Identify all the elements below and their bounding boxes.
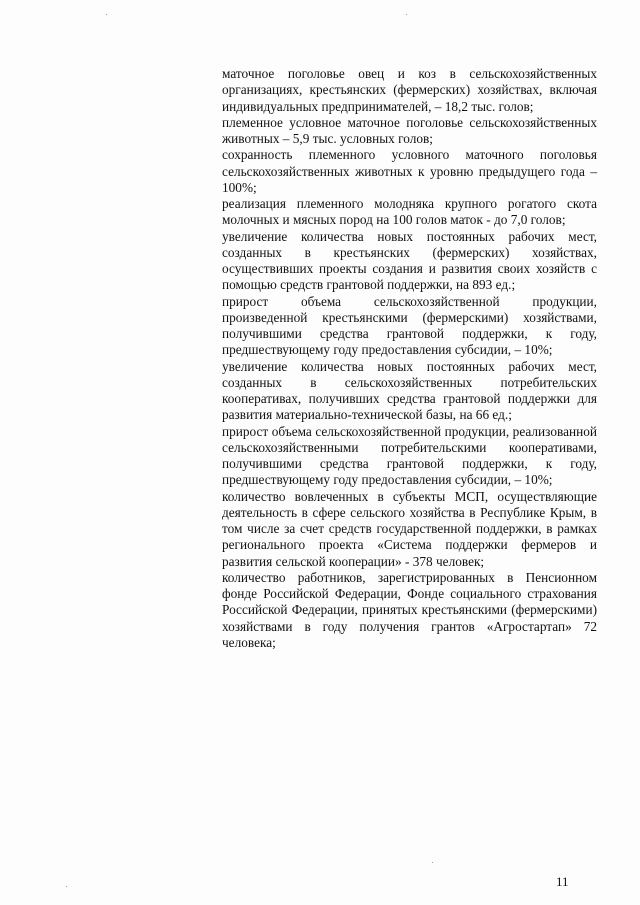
scan-speck [432,862,433,863]
paragraph-cooperative-output-growth: прирост объема сельскохозяйственной продукции, реализованной сельскохозяйственными потребительскими кооперативами, получившими средства грантовой поддержки, к году, предшествующему году предоставления субсидии, – 10%; [222,423,597,488]
paragraph-livestock-preservation: сохранность племенного условного маточного поголовья сельскохозяйственных животных к уровню предыдущего года – 100%; [222,147,597,195]
paragraph-farm-output-growth: прирост объема сельскохозяйственной продукции, произведенной крестьянскими (фермерскими) хозяйствами, получившими средства грантовой поддержки, к году, предшествующему году предоставления субсидии, – 10%; [222,293,597,358]
paragraph-farm-jobs: увеличение количества новых постоянных рабочих мест, созданных в крестьянских (фермерских) хозяйствах, осуществивших проекты создания и развития своих хозяйств с помощью средств грантовой поддержки, на 893 ед.; [222,228,597,293]
paragraph-sme-involvement: количество вовлеченных в субъекты МСП, осуществляющие деятельность в сфере сельского хозяйства в Республике Крым, в том числе за счет средств государственной поддержки, в рамках регионального проекта «Система поддержки фермеров и развития сельской кооперации» - 378 человек; [222,488,597,569]
scan-speck [106,14,107,15]
paragraph-sheep-goat-livestock: маточное поголовье овец и коз в сельскохозяйственных организациях, крестьянских (фермерских) хозяйствах, включая индивидуальных предпринимателей, – 18,2 тыс. голов; [222,66,597,114]
paragraph-young-cattle-sales: реализация племенного молодняка крупного рогатого скота молочных и мясных пород на 100 голов маток - до 7,0 голов; [222,196,597,228]
scan-speck [406,14,407,15]
paragraph-breeding-livestock: племенное условное маточное поголовье сельскохозяйственных животных – 5,9 тыс. условных голов; [222,114,597,146]
paragraph-cooperative-jobs: увеличение количества новых постоянных рабочих мест, созданных в сельскохозяйственных потребительских кооперативах, получивших средства грантовой поддержки для развития материально-технической базы, на 66 ед.; [222,358,597,423]
body-text [222,66,597,651]
page-number: 11 [556,874,569,889]
paragraph-agrostartup-workers: количество работников, зарегистрированных в Пенсионном фонде Российской Федерации, Фонде социального страхования Российской Федерации, принятых крестьянскими (фермерскими) хозяйствами в году получения грантов «Агростартап» 72 человека; [222,569,597,650]
scan-speck [66,886,67,887]
